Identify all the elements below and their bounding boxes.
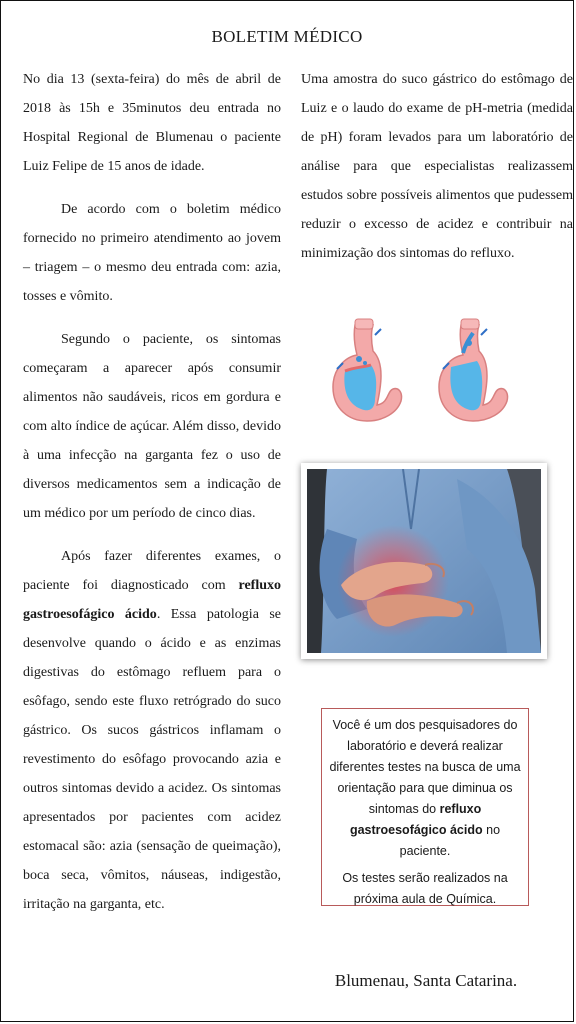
researcher-callout-box [321,708,529,906]
right-column [301,65,573,268]
paragraph-diagnosis [23,542,281,919]
page-title: BOLETIM MÉDICO [211,27,363,46]
paragraph-triage: De acordo com o boletim médico fornecido no primeiro atendimento ao jovem – triagem – o mesmo deu entrada com: azia, tosses e vômito. [23,202,281,304]
location-signature: Blumenau, Santa Catarina. [334,971,518,990]
paragraph-lab-sample: Uma amostra do suco gástrico do estômago de Luiz e o laudo do exame de pH-metria (medida de pH) foram levados para um laboratório de análise para que especialistas realizassem estudos sobre possíveis alimentos que pudessem reduzir o excesso de acidez e contribuir na minimização dos sintomas do refluxo. [301,72,573,261]
stomach-illustration [421,317,513,433]
callout-text-end: no paciente. [399,823,501,858]
stomach-illustration [315,317,407,433]
callout-instruction [328,715,522,862]
diagnosis-bold-term: refluxo gastroesofágico ácido [23,578,281,622]
callout-next-class: Os testes serão realizados na próxima aula de Química. [342,871,508,906]
diagnosis-text-start: Após fazer diferentes exames, o paciente foi diagnosticado com [23,549,281,593]
diagnosis-text-end: . Essa patologia se desenvolve quando o ácido e as enzimas digestivas do estômago refluem para o esôfago, sendo este fluxo retrógrado do suco gástrico. Os sucos gástricos inflamam o revestimento do esôfago provocando azia e outros sintomas devido a acidez. Os sintomas apresentados por pacientes com acidez estomacal são: azia (sensação de queimação), boca seca, vômitos, náuseas, indigestão, irritação na garganta, etc. [23,607,281,912]
abdominal-pain-photo-image [307,469,541,653]
callout-text-start: Você é um dos pesquisadores do laboratório e deverá realizar diferentes testes na busca de uma orientação para que diminua os sintomas do [329,718,521,816]
abdominal-pain-photo [301,463,547,659]
paragraph-admission: No dia 13 (sexta-feira) do mês de abril de 2018 às 15h e 35minutos deu entrada no Hospital Regional de Blumenau o paciente Luiz Felipe de 15 anos de idade. [23,72,281,174]
left-column [23,65,281,933]
callout-bold-term: refluxo gastroesofágico ácido [349,802,483,837]
paragraph-symptoms-origin: Segundo o paciente, os sintomas começaram a aparecer após consumir alimentos não saudáveis, ricos em gordura e com alto índice de açúcar. Além disso, devido à uma infecção na garganta fez o uso de diversos medicamentos sem a indicação de um médico por um período de cinco dias. [23,332,281,521]
